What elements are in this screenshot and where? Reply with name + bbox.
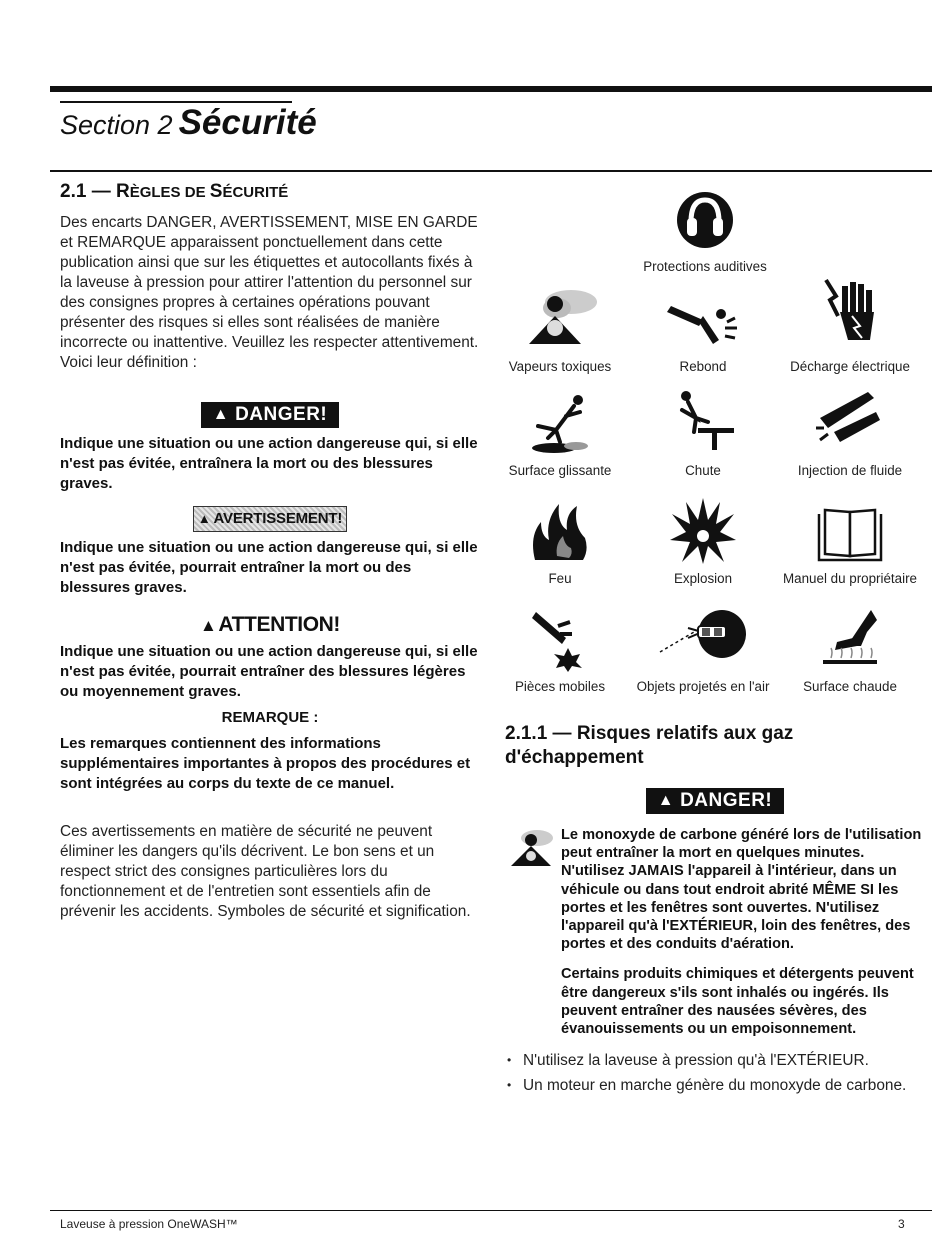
- fire-icon: [527, 496, 593, 564]
- rules-intro: Des encarts DANGER, AVERTISSEMENT, MISE EN GARDE et REMARQUE apparaissent ponctuellement dans cette publication ainsi que sur les étiquettes et autocollants fixés à la laveuse à pression pour attirer l'attention du personnel sur des consignes propres à certaines opérations pouvant présenter des risques si elles sont réalisées de manière incorrecte ou inattentive. Veuillez les respecter attentivement. Voici leur définition :: [60, 214, 479, 371]
- fall-icon: [668, 386, 738, 456]
- warning-triangle-icon: ▲: [197, 511, 211, 526]
- warning-definition: Indique une situation ou une action dangereuse qui, si elle n'est pas évitée, pourrait entraîner la mort ou des blessures graves.: [60, 539, 478, 596]
- projectiles-symbol: [628, 600, 778, 696]
- injection-symbol: [775, 384, 925, 480]
- exhaust-bullets: [505, 1050, 925, 1096]
- shock-symbol: [775, 280, 925, 376]
- toxic-symbol: [485, 280, 635, 376]
- page-number: 3: [898, 1217, 905, 1231]
- slippery-caption: Surface glissante: [508, 463, 612, 478]
- fire-symbol: [485, 492, 635, 588]
- warning-signal: [60, 506, 480, 532]
- warning-badge: [193, 506, 347, 532]
- slippery-surface-icon: [520, 390, 600, 456]
- toxic-caption: Vapeurs toxiques: [508, 359, 612, 374]
- exhaust-heading: 2.1.1 — Risques relatifs aux gaz d'échappement: [505, 723, 794, 768]
- manual-symbol: [775, 492, 925, 588]
- hearing-symbol: [630, 180, 780, 276]
- danger-signal: [60, 402, 480, 428]
- rules-heading: [60, 180, 480, 205]
- footer-product: Laveuse à pression OneWASH™: [60, 1217, 238, 1231]
- list-item: • N'utilisez la laveuse à pression qu'à l'EXTÉRIEUR.: [505, 1050, 925, 1071]
- fire-caption: Feu: [548, 571, 572, 586]
- caution-signal: [60, 612, 480, 638]
- kickback-caption: Rebond: [679, 359, 727, 374]
- moving-parts-caption: Pièces mobiles: [514, 679, 606, 694]
- fluid-injection-icon: [814, 388, 886, 456]
- shock-caption: Décharge électrique: [790, 359, 910, 374]
- warning-triangle-icon: ▲: [212, 406, 230, 423]
- warning-label: AVERTISSEMENT!: [213, 510, 343, 527]
- exhaust-warning-text: [561, 826, 925, 1038]
- caution-definition: Indique une situation ou une action dangereuse qui, si elle n'est pas évitée, pourrait entraîner des blessures légères ou moyennement graves.: [60, 643, 478, 700]
- moving-parts-icon: [530, 608, 590, 672]
- explosion-symbol: [628, 492, 778, 588]
- rules-heading-r: R: [115, 181, 130, 202]
- note-definition: Les remarques contiennent des informations supplémentaires importantes à propos des procédures et sont intégrées au corps du texte de ce manuel.: [60, 735, 471, 792]
- safety-symbols: [490, 180, 930, 700]
- toxic-fumes-icon: [505, 826, 555, 870]
- danger-badge: [201, 402, 340, 428]
- manual-caption: Manuel du propriétaire: [783, 571, 917, 586]
- moving-parts-symbol: [485, 600, 635, 696]
- eye-protection-icon: [658, 602, 748, 672]
- rules-heading-ecurite: ÉCURITÉ: [222, 184, 289, 201]
- top-rule: [50, 86, 932, 92]
- owners-manual-icon: [815, 506, 885, 564]
- explosion-caption: Explosion: [673, 571, 733, 586]
- exhaust-para-2: Certains produits chimiques et détergents peuvent être dangereux s'ils sont inhalés ou ingérés. Ils peuvent entraîner des nausées sévères, des évanouissements ou un empoisonnement.: [561, 966, 914, 1038]
- rules-heading-num: 2.1 —: [60, 181, 116, 202]
- kickback-icon: [663, 292, 743, 352]
- danger-definition: Indique une situation ou une action dangereuse qui, si elle n'est pas évitée, entraînera la mort ou des blessures graves.: [60, 435, 478, 492]
- caution-label: ATTENTION!: [218, 613, 341, 636]
- exhaust-para-1: Le monoxyde de carbone généré lors de l'utilisation peut entraîner la mort en quelques minutes. N'utilisez JAMAIS l'appareil à l'intérieur, dans un véhicule ou dans tout endroit abrité MÊME SI les portes et les fenêtres sont ouvertes. N'utilisez l'appareil qu'à l'EXTÉRIEUR, loin des fenêtres, des portes et des conduits d'aération.: [561, 827, 922, 953]
- title-underline: [50, 170, 932, 172]
- hearing-caption: Protections auditives: [643, 259, 767, 274]
- kickback-symbol: [628, 280, 778, 376]
- explosion-icon: [670, 496, 736, 564]
- rules-heading-egles: ÈGLES DE: [129, 184, 210, 201]
- electric-shock-icon: [820, 276, 880, 352]
- section-name: Sécurité: [178, 103, 317, 142]
- hot-surface-symbol: [775, 600, 925, 696]
- footer-rule: [50, 1210, 932, 1211]
- danger-badge: [646, 788, 785, 814]
- caution-badge: [200, 612, 340, 638]
- exhaust-icon-wrap: [505, 826, 557, 1038]
- exhaust-danger-label: DANGER!: [680, 790, 773, 811]
- left-column: [60, 180, 480, 922]
- projectiles-caption: Objets projetés en l'air: [636, 679, 770, 694]
- warning-triangle-icon: ▲: [199, 616, 217, 635]
- injection-caption: Injection de fluide: [797, 463, 903, 478]
- rules-outro: Ces avertissements en matière de sécurité ne peuvent éliminer les dangers qu'ils décrivent. Le bon sens et un respect strict des consignes particulières lors du fonctionnement et de l'entretien sont essentiels afin de prévenir les accidents. Symboles de sécurité et signification.: [60, 823, 471, 920]
- slippery-symbol: [485, 384, 635, 480]
- hot-surface-icon: [817, 606, 883, 672]
- exhaust-warning: [505, 826, 925, 1038]
- hot-surface-caption: Surface chaude: [803, 679, 897, 694]
- section-number: Section 2: [60, 110, 173, 140]
- warning-triangle-icon: ▲: [657, 792, 675, 809]
- exhaust-section: [505, 722, 925, 1100]
- list-item: • Un moteur en marche génère du monoxyde de carbone.: [505, 1075, 925, 1096]
- rules-heading-s: S: [209, 181, 223, 202]
- danger-label: DANGER!: [235, 404, 328, 425]
- fall-symbol: [628, 384, 778, 480]
- note-label: REMARQUE :: [221, 709, 319, 726]
- fall-caption: Chute: [685, 463, 721, 478]
- toxic-fumes-icon: [515, 282, 605, 352]
- page-title: [60, 103, 317, 143]
- exhaust-danger-signal: [505, 788, 925, 814]
- ear-protection-icon: [675, 188, 735, 252]
